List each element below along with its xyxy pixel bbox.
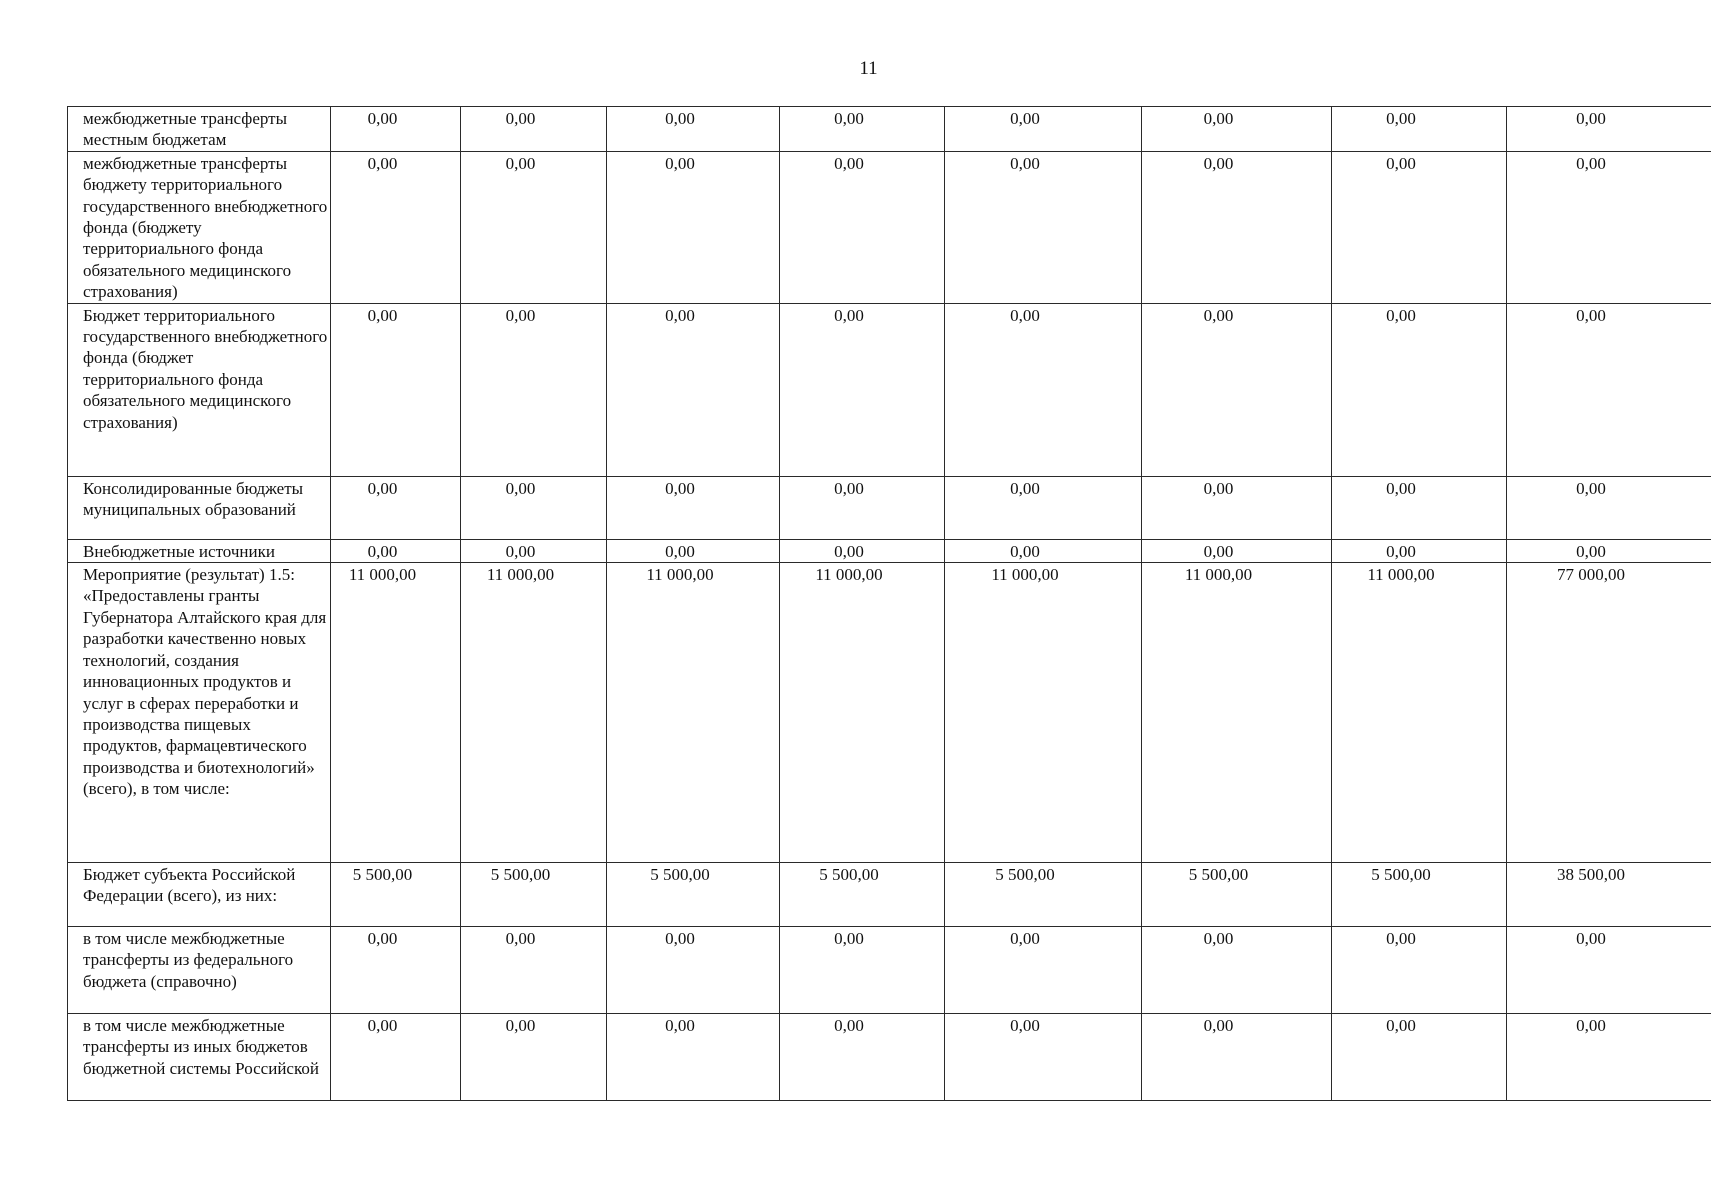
row-label: Бюджет территориального государственного внебюджетного фонда (бюджет территориального фонда обязательного медицинского страхования) <box>68 303 331 476</box>
row-label: межбюджетные трансферты бюджету территориального государственного внебюджетного фонда (бюджету территориального фонда обязательного медицинского страхования) <box>68 151 331 303</box>
value-cell: 0,00 <box>1507 303 1711 476</box>
value-cell: 0,00 <box>1332 1014 1507 1101</box>
value-cell: 0,00 <box>945 1014 1142 1101</box>
value-cell: 0,00 <box>945 151 1142 303</box>
value-cell: 0,00 <box>607 107 780 152</box>
value-cell: 0,00 <box>1332 927 1507 1014</box>
table-row <box>68 863 1711 927</box>
row-label: Внебюджетные источники <box>68 539 331 562</box>
value-cell: 0,00 <box>461 303 607 476</box>
value-cell: 0,00 <box>331 476 461 539</box>
value-cell: 0,00 <box>945 303 1142 476</box>
value-cell: 11 000,00 <box>461 563 607 863</box>
value-cell: 0,00 <box>461 927 607 1014</box>
value-cell: 0,00 <box>1332 303 1507 476</box>
value-cell: 0,00 <box>461 1014 607 1101</box>
value-cell: 77 000,00 <box>1507 563 1711 863</box>
value-cell: 0,00 <box>607 1014 780 1101</box>
value-cell: 0,00 <box>1142 151 1332 303</box>
value-cell: 5 500,00 <box>331 863 461 927</box>
value-cell: 0,00 <box>1142 539 1332 562</box>
value-cell: 0,00 <box>1142 107 1332 152</box>
value-cell: 0,00 <box>1332 539 1507 562</box>
value-cell: 0,00 <box>780 303 945 476</box>
value-cell: 0,00 <box>780 151 945 303</box>
row-label: Мероприятие (результат) 1.5: «Предоставлены гранты Губернатора Алтайского края для разработки качественно новых технологий, создания инновационных продуктов и услуг в сферах переработки и производства пищевых продуктов, фармацевтического производства и биотехнологий» (всего), в том числе: <box>68 563 331 863</box>
value-cell: 0,00 <box>780 927 945 1014</box>
value-cell: 0,00 <box>1507 1014 1711 1101</box>
value-cell: 0,00 <box>331 303 461 476</box>
table-row <box>68 927 1711 1014</box>
value-cell: 0,00 <box>461 107 607 152</box>
value-cell: 0,00 <box>780 476 945 539</box>
value-cell: 0,00 <box>331 539 461 562</box>
value-cell: 11 000,00 <box>945 563 1142 863</box>
value-cell: 11 000,00 <box>780 563 945 863</box>
value-cell: 0,00 <box>780 1014 945 1101</box>
value-cell: 11 000,00 <box>607 563 780 863</box>
value-cell: 0,00 <box>945 927 1142 1014</box>
value-cell: 0,00 <box>1507 927 1711 1014</box>
value-cell: 0,00 <box>945 539 1142 562</box>
value-cell: 11 000,00 <box>331 563 461 863</box>
page-number: 11 <box>859 58 878 79</box>
value-cell: 0,00 <box>1142 927 1332 1014</box>
row-label: Бюджет субъекта Российской Федерации (всего), из них: <box>68 863 331 927</box>
value-cell: 0,00 <box>607 151 780 303</box>
value-cell: 0,00 <box>1507 107 1711 152</box>
row-label: в том числе межбюджетные трансферты из иных бюджетов бюджетной системы Российской <box>68 1014 331 1101</box>
value-cell: 0,00 <box>780 107 945 152</box>
value-cell: 0,00 <box>461 476 607 539</box>
table-row <box>68 539 1711 562</box>
value-cell: 5 500,00 <box>607 863 780 927</box>
table-row <box>68 151 1711 303</box>
value-cell: 0,00 <box>1142 1014 1332 1101</box>
row-label: Консолидированные бюджеты муниципальных образований <box>68 476 331 539</box>
value-cell: 11 000,00 <box>1332 563 1507 863</box>
table-row <box>68 107 1711 152</box>
value-cell: 0,00 <box>780 539 945 562</box>
value-cell: 0,00 <box>461 539 607 562</box>
value-cell: 0,00 <box>331 1014 461 1101</box>
table-row <box>68 303 1711 476</box>
value-cell: 0,00 <box>607 476 780 539</box>
table-row <box>68 1014 1711 1101</box>
value-cell: 0,00 <box>945 476 1142 539</box>
value-cell: 0,00 <box>331 151 461 303</box>
value-cell: 0,00 <box>1332 151 1507 303</box>
value-cell: 0,00 <box>1142 476 1332 539</box>
value-cell: 0,00 <box>331 107 461 152</box>
value-cell: 0,00 <box>1507 476 1711 539</box>
row-label: в том числе межбюджетные трансферты из федерального бюджета (справочно) <box>68 927 331 1014</box>
table-row <box>68 476 1711 539</box>
value-cell: 5 500,00 <box>1332 863 1507 927</box>
value-cell: 11 000,00 <box>1142 563 1332 863</box>
value-cell: 5 500,00 <box>1142 863 1332 927</box>
value-cell: 0,00 <box>331 927 461 1014</box>
row-label: межбюджетные трансферты местным бюджетам <box>68 107 331 152</box>
value-cell: 5 500,00 <box>945 863 1142 927</box>
value-cell: 5 500,00 <box>461 863 607 927</box>
value-cell: 0,00 <box>607 539 780 562</box>
value-cell: 0,00 <box>1507 539 1711 562</box>
value-cell: 0,00 <box>607 927 780 1014</box>
value-cell: 0,00 <box>1142 303 1332 476</box>
budget-table <box>67 106 1711 1101</box>
value-cell: 0,00 <box>607 303 780 476</box>
value-cell: 0,00 <box>1332 107 1507 152</box>
table-row <box>68 563 1711 863</box>
value-cell: 0,00 <box>945 107 1142 152</box>
value-cell: 38 500,00 <box>1507 863 1711 927</box>
value-cell: 5 500,00 <box>780 863 945 927</box>
value-cell: 0,00 <box>461 151 607 303</box>
value-cell: 0,00 <box>1507 151 1711 303</box>
value-cell: 0,00 <box>1332 476 1507 539</box>
